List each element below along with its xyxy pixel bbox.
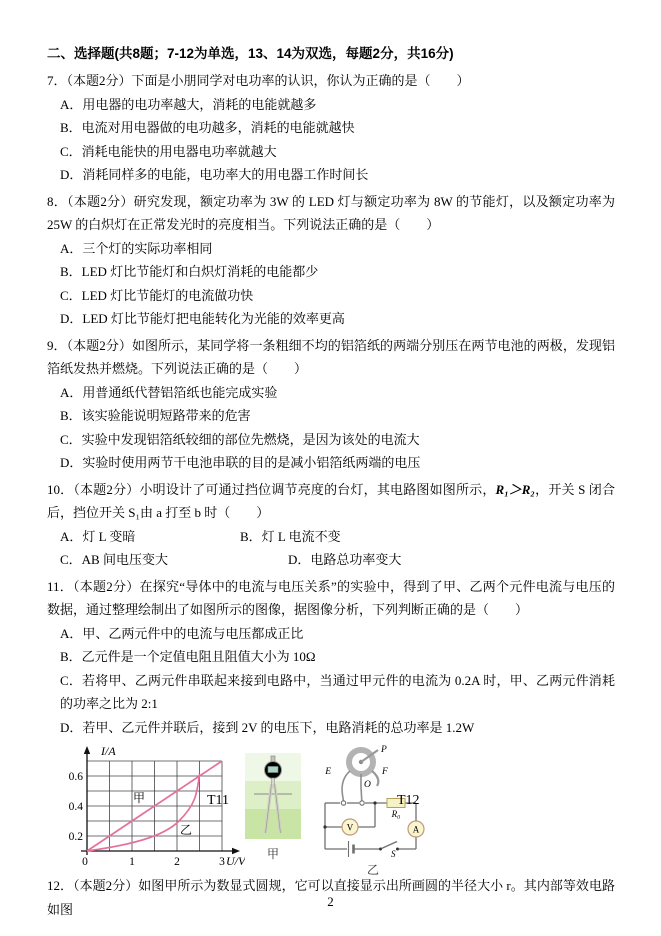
circuit-caption: 乙: [366, 863, 379, 877]
question-9-option-a: A．用普通纸代替铝箔纸也能完成实验: [60, 384, 278, 400]
figure-t11-label: T11: [207, 793, 230, 808]
switch-contact-2: [396, 848, 399, 851]
digital-compass-photo: [245, 753, 301, 843]
terminal-1: [341, 801, 345, 805]
question-8-option-c: C．LED 灯比节能灯的电流做功快: [60, 287, 254, 303]
question-12-stem: 12．（本题2分）如图甲所示为数显式圆规，它可以直接显示出所画圆的半径大小 r。其内部等效电路如图: [47, 878, 615, 917]
terminal-2: [360, 801, 364, 805]
question-7: [47, 69, 615, 187]
question-11-option-c: C．若将甲、乙两元件串联起来接到电路中，当通过甲元件的电流为 0.2A 时，甲、乙两元件消耗的功率之比为 2:1: [60, 672, 615, 711]
page-number: 2: [327, 894, 334, 909]
circuit-wires: [325, 803, 416, 849]
y-tick-0_6: 0.6: [68, 771, 83, 783]
question-10: [47, 478, 615, 572]
question-9-option-d: D．实验时使用两节干电池串联的目的是减小铝箔纸两端的电压: [60, 455, 421, 470]
question-8-option-a: A．三个灯的实际功率相同: [60, 240, 213, 256]
question-10-option-c: C．AB 间电压变大: [60, 552, 168, 567]
compass-display: [268, 767, 278, 773]
question-8-option-b: B．LED 灯比节能灯和白炽灯消耗的电能都少: [60, 264, 319, 279]
x-tick-0: 0: [82, 856, 88, 868]
question-8-option-d: D．LED 灯比节能灯把电能转化为光能的效率更高: [60, 311, 345, 326]
circuit-diagram-block: [313, 743, 433, 876]
series-yi-label: 乙: [179, 823, 193, 837]
question-8: [47, 190, 615, 331]
label-v: V: [346, 822, 354, 833]
question-11-option-d: D．若甲、乙元件并联后，接到 2V 的电压下，电路消耗的总功率是 1.2W: [60, 719, 475, 735]
label-p: P: [381, 745, 387, 755]
question-7-option-c: C．消耗电能快的用电器电功率就越大: [60, 143, 277, 159]
switch-blade: [382, 842, 398, 849]
question-10-stem-emphasis: R₁＞R₂: [495, 481, 535, 497]
figure-t12-label: T12: [397, 793, 420, 808]
graph-ylabel: I/A: [101, 744, 116, 758]
series-jia-label: 甲: [132, 791, 146, 805]
question-7-stem: 7．（本题2分）下面是小朋同学对电功率的认识，你认为正确的是（ ）: [47, 73, 470, 88]
section-header: 二、选择题(共8题；7-12为单选，13、14为双选，每题2分，共16分): [47, 46, 454, 61]
question-10-stem-suffix: ，开关 S 闭合后，挡位开关 S₁由 a 打至 b 时（ ）: [47, 481, 615, 520]
question-10-options-row-1: [47, 525, 615, 549]
label-a: A: [412, 824, 420, 835]
junction-top: [373, 801, 376, 804]
question-9-option-c: C．实验中发现铝箔纸较细的部位先燃烧，是因为该处的电流大: [60, 431, 420, 447]
x-tick-2: 2: [174, 856, 180, 868]
question-10-stem-prefix: 10．（本题2分）小明设计了可通过挡位调节亮度的台灯，其电路图如图所示，: [47, 481, 496, 497]
compass-photo-caption: 甲: [266, 847, 279, 861]
x-tick-3: 3: [219, 856, 225, 868]
y-tick-0_2: 0.2: [68, 831, 83, 843]
question-11-stem: 11．（本题2分）在探究“导体中的电流与电压关系”的实验中，得到了甲、乙两个元件电流与电压的数据，通过整理绘制出了如图所示的图像，据图像分析，下列判断正确的是（ ）: [47, 578, 615, 617]
photo-background-bottom: [245, 809, 301, 839]
question-11-option-b: B．乙元件是一个定值电阻且阻值大小为 10Ω: [60, 649, 316, 664]
question-10-options-row-2: [47, 548, 615, 572]
y-axis-arrow: [84, 746, 90, 754]
question-7-option-b: B．电流对用电器做的电功越多，消耗的电能就越快: [60, 120, 355, 135]
compass-photo-block: [245, 753, 301, 860]
wire-e-to-terminal: [342, 771, 350, 801]
question-9-stem: 9．（本题2分）如图所示，某同学将一条粗细不均的铝箔纸的两端分别压在两节电池的两极，发现铝箔纸发热并燃烧。下列说法正确的是（ ）: [47, 337, 615, 376]
label-r0: R₀: [391, 809, 401, 819]
question-10-option-b: B．灯 L 电流不变: [240, 528, 341, 544]
junction-left: [323, 825, 326, 828]
question-8-stem: 8．（本题2分）研究发现，额定功率为 3W 的 LED 灯与额定功率为 8W 的节能灯，以及额定功率为 25W 的白炽灯在正常发光时的亮度相当。下列说法正确的是（ ）: [47, 193, 615, 232]
question-10-stem: [47, 478, 615, 525]
question-10-option-d: D．电路总功率变大: [288, 552, 402, 567]
x-tick-1: 1: [129, 856, 135, 868]
label-f: F: [382, 767, 388, 777]
label-s: S: [391, 849, 396, 859]
question-11-option-a: A．甲、乙两元件中的电流与电压都成正比: [60, 625, 304, 641]
y-tick-0_4: 0.4: [68, 801, 83, 813]
question-9-option-b: B．该实验能说明短路带来的危害: [60, 408, 251, 423]
label-e: E: [325, 767, 331, 777]
question-7-option-d: D．消耗同样多的电能，电功率大的用电器工作时间长: [60, 167, 369, 182]
hook-f: [372, 771, 378, 786]
question-9: [47, 334, 615, 475]
label-o: O: [364, 780, 371, 790]
wire-o-to-terminal: [361, 774, 362, 801]
question-10-option-a: A．灯 L 变暗: [60, 528, 136, 544]
question-7-option-a: A．用电器的电功率越大，消耗的电能就越多: [60, 96, 317, 112]
graph-xlabel: U/V: [226, 854, 245, 868]
question-11: [47, 575, 615, 740]
question-11-figures: [47, 743, 615, 877]
